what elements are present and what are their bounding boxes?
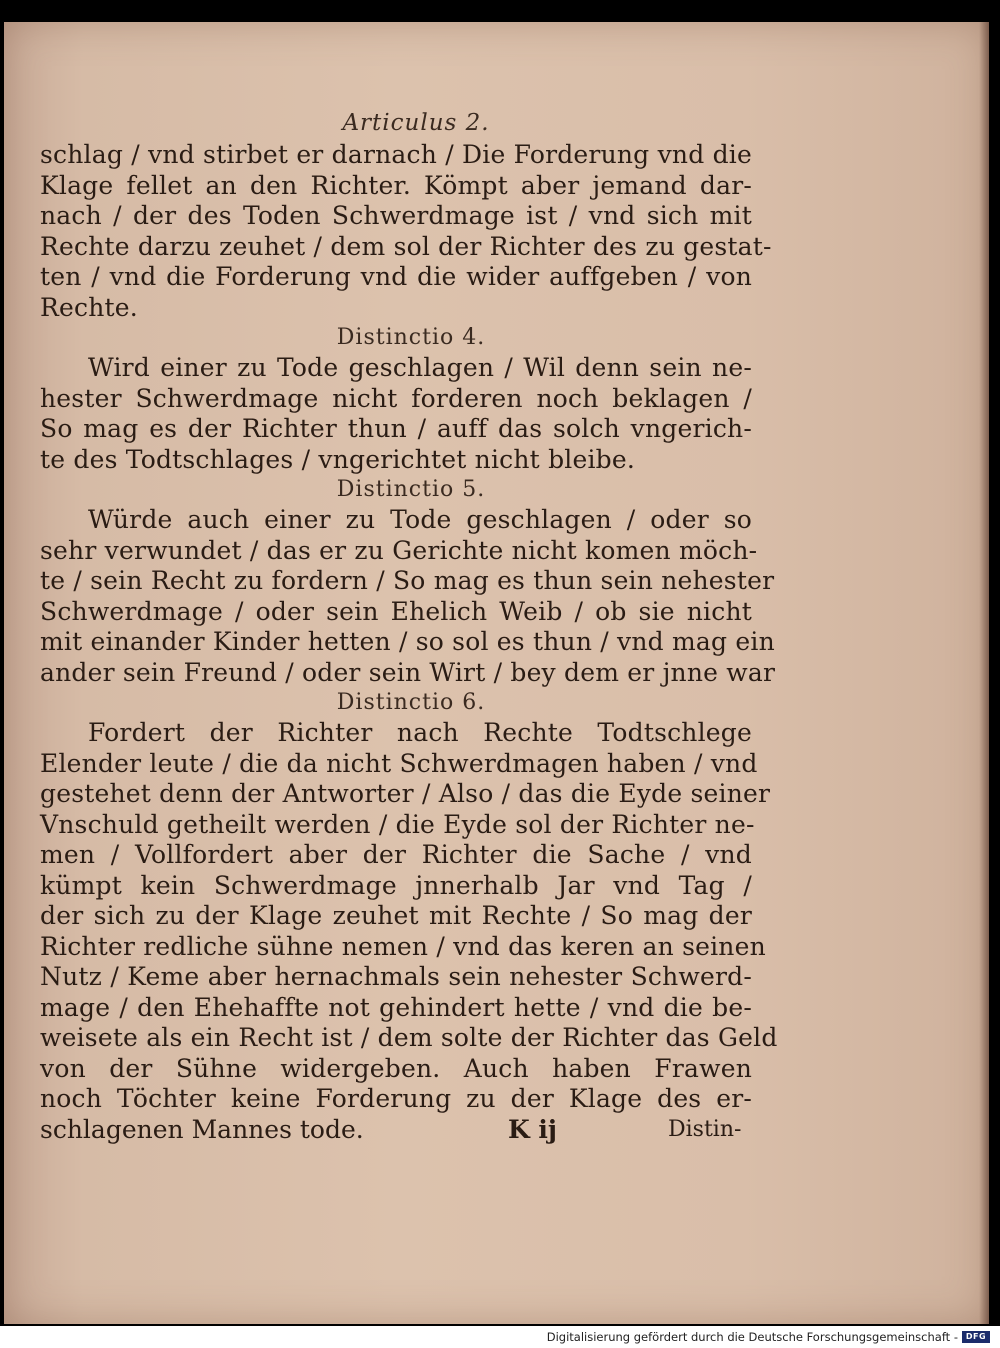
footer-bar xyxy=(0,1326,1000,1348)
text-line: kümpt kein Schwerdmage jnnerhalb Jar vnd Tag / xyxy=(40,870,752,900)
text-line: So mag es der Richter thun / auff das solch vngerich- xyxy=(40,414,752,443)
text-line: schlag / vnd stirbet er darnach / Die Forderung vnd die xyxy=(40,140,752,169)
text-line: ten / vnd die Forderung vnd die wider auffgeben / von xyxy=(40,262,752,291)
text-line: mit einander Kinder hetten / so sol es thun / vnd mag ein xyxy=(40,627,775,656)
section-heading: Distinctio 4. xyxy=(336,325,486,350)
text-line: nach / der des Toden Schwerdmage ist / vnd sich mit xyxy=(40,201,752,230)
catchword: Distin- xyxy=(668,1116,742,1142)
text-line: Elender leute / die da nicht Schwerdmagen haben / vnd xyxy=(40,748,758,778)
text-line: Wird einer zu Tode geschlagen / Wil denn sein ne- xyxy=(88,353,752,382)
text-line: Rechte darzu zeuhet / dem sol der Richter des zu gestat- xyxy=(40,231,772,261)
text-line: Rechte. xyxy=(40,292,138,322)
section-heading: Distinctio 5. xyxy=(336,477,486,502)
text-line: Vnschuld getheilt werden / die Eyde sol der Richter ne- xyxy=(40,809,755,839)
text-line: sehr verwundet / das er zu Gerichte nicht komen möch- xyxy=(40,535,758,565)
text-line: men / Vollfordert aber der Richter die Sache / vnd xyxy=(40,840,752,869)
text-line: hester Schwerdmage nicht forderen noch beklagen / xyxy=(40,383,752,413)
text-line: der sich zu der Klage zeuhet mit Rechte / So mag der xyxy=(40,901,752,930)
final-line-row xyxy=(40,1115,752,1146)
text-line: von der Sühne widergeben. Auch haben Frawen xyxy=(40,1053,752,1083)
text-line: Klage fellet an den Richter. Kömpt aber jemand dar- xyxy=(40,170,752,200)
text-line: weisete als ein Recht ist / dem solte der Richter das Geld xyxy=(40,1023,778,1052)
section-distinctio-6 xyxy=(40,688,778,1115)
text-line: Nutz / Keme aber hernachmals sein nehester Schwerd- xyxy=(40,962,752,991)
text-line: schlagenen Mannes tode. xyxy=(40,1114,364,1144)
dfg-logo-icon: DFG xyxy=(962,1331,990,1343)
text-line: noch Töchter keine Forderung zu der Klage des er- xyxy=(40,1084,752,1113)
text-line: gestehet denn der Antworter / Also / das die Eyde seiner xyxy=(40,779,771,808)
funding-credit: Digitalisierung gefördert durch die Deutsche Forschungsgemeinschaft - xyxy=(546,1330,958,1344)
section-distinctio-5 xyxy=(40,475,776,688)
text-line: Fordert der Richter nach Rechte Todtschlege xyxy=(88,718,752,747)
text-block xyxy=(40,106,778,1145)
text-line: Würde auch einer zu Tode geschlagen / oder so xyxy=(88,505,752,534)
book-page xyxy=(4,22,989,1324)
text-line: te / sein Recht zu fordern / So mag es thun sein nehester xyxy=(40,566,775,595)
section-continuation xyxy=(40,140,772,323)
text-line: Schwerdmage / oder sein Ehelich Weib / ob sie nicht xyxy=(40,596,752,626)
section-distinctio-4 xyxy=(40,323,752,475)
signature-mark: K ij xyxy=(508,1114,557,1144)
text-line: mage / den Ehehaffte not gehindert hette / vnd die be- xyxy=(40,992,752,1022)
running-head: Articulus 2. xyxy=(342,110,490,136)
text-line: Richter redliche sühne nemen / vnd das keren an seinen xyxy=(40,931,766,961)
section-heading: Distinctio 6. xyxy=(336,690,486,715)
text-line: te des Todtschlages / vngerichtet nicht bleibe. xyxy=(40,444,636,474)
text-line: ander sein Freund / oder sein Wirt / bey dem er jnne war xyxy=(40,657,776,687)
